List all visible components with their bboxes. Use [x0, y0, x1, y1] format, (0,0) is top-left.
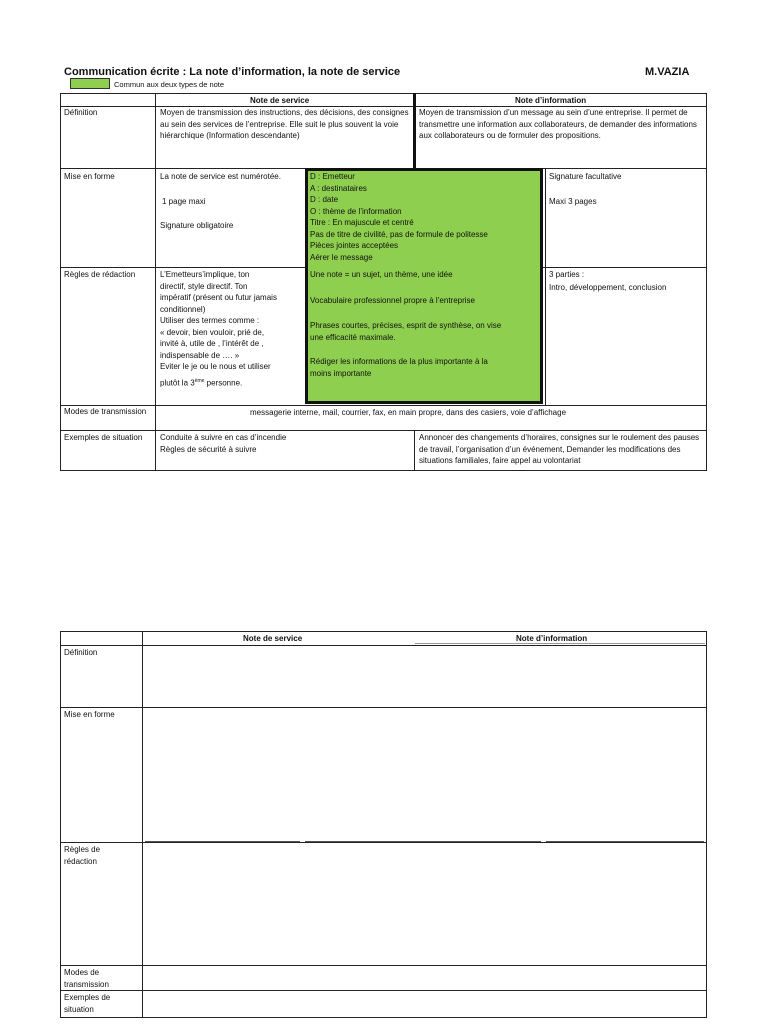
definition-service: Moyen de transmission des instructions, des décisions, des consignes au sein des services de l’entreprise. Elle suit le plus souvent la voie hiérarchique (Information descendante) — [160, 108, 409, 140]
regles-service-line: indispensable de …. » — [160, 350, 240, 360]
common-mise-line: A : destinataires — [310, 183, 367, 193]
blank-row-label-modes: Modes de transmission — [64, 968, 109, 989]
modes-value: messagerie interne, mail, courrier, fax, en main propre, dans des casiers, voie d’affichage — [250, 408, 567, 417]
common-mise-line: Pièces jointes acceptées — [310, 241, 399, 250]
row-label-definition: Définition — [64, 108, 98, 117]
legend-label: Commun aux deux types de note — [114, 80, 225, 89]
page-title: Communication écrite : La note d’information, la note de service — [64, 66, 401, 78]
row-label-regles: Règles de rédaction — [64, 270, 136, 279]
blank-row-label-regles: Règles de rédaction — [64, 845, 101, 866]
common-regles-phrases: Phrases courtes, précises, esprit de synthèse, on vise — [310, 321, 502, 330]
common-mise-line: O : thème de l’information — [310, 206, 402, 216]
mise-service-pages: 1 page maxi — [162, 197, 206, 206]
common-regles-subject: Une note = un sujet, un thème, une idée — [310, 270, 453, 279]
regles-service-line: Utiliser des termes comme : — [160, 316, 260, 325]
exemples-information: Annoncer des changements d’horaires, consignes sur le roulement des pauses de travail, l’organisation d’un événement, Demander les modifications des situations familiales, faire appel au volontariat — [419, 433, 700, 465]
regles-service-line: impératif (présent ou futur jamais — [160, 293, 277, 302]
blank-column-header-service: Note de service — [243, 634, 303, 643]
common-regles-order: moins importante — [310, 368, 372, 378]
regles-service-line: conditionnel) — [160, 304, 206, 314]
legend-swatch — [70, 78, 110, 89]
row-label-modes: Modes de transmission — [64, 407, 147, 416]
common-mise-line: D : Emetteur — [310, 172, 355, 181]
blank-column-header-information: Note d’information — [516, 634, 588, 643]
regles-service-last-line: plutôt la 3ème personne. — [160, 378, 243, 388]
exemples-service-2: Règles de sécurité à suivre — [160, 445, 257, 454]
common-regles-phrases: une efficacité maximale. — [310, 332, 396, 342]
common-mise-line: Pas de titre de civilité, pas de formule de politesse — [310, 229, 488, 239]
mise-service-signature: Signature obligatoire — [160, 221, 234, 230]
blank-row-label-exemples: Exemples de situation — [64, 993, 111, 1014]
mise-information-signature: Signature facultative — [549, 172, 622, 181]
common-mise-line: D : date — [310, 195, 339, 204]
common-regles-order: Rédiger les informations de la plus importante à la — [310, 357, 488, 366]
regles-service-line: Eviter le je ou le nous et utiliser — [160, 362, 271, 371]
regles-service-line: L’Emetteurs’implique, ton — [160, 270, 250, 279]
definition-information: Moyen de transmission d’un message au sein d’une entreprise. Il permet de transmettre une information aux collaborateurs, de demander des informations aux collaborateurs ou de formuler des propositions. — [419, 108, 697, 140]
blank-row-label-mise-en-forme: Mise en forme — [64, 710, 115, 719]
blank-table-border — [60, 631, 707, 1018]
mise-information-pages: Maxi 3 pages — [549, 197, 597, 206]
row-label-mise-en-forme: Mise en forme — [64, 172, 115, 181]
regles-service-line: « devoir, bien vouloir, prié de, — [160, 327, 265, 337]
common-mise-line: Titre : En majuscule et centré — [310, 218, 414, 227]
column-header-information: Note d’information — [515, 96, 587, 105]
regles-information-structure: Intro, développement, conclusion — [549, 283, 667, 292]
regles-service-line: directif, style directif. Ton — [160, 281, 248, 291]
regles-service-line: invité à, utile de , l’intérêt de , — [160, 339, 264, 348]
column-header-service: Note de service — [250, 96, 310, 105]
mise-service-numbered: La note de service est numérotée. — [160, 172, 281, 181]
exemples-service-1: Conduite à suivre en cas d’incendie — [160, 433, 287, 442]
common-mise-line: Aérer le message — [310, 252, 373, 262]
row-label-exemples: Exemples de situation — [64, 433, 143, 442]
author-name: M.VAZIA — [645, 66, 690, 78]
regles-information-parts: 3 parties : — [549, 270, 585, 279]
common-regles-vocabulary: Vocabulaire professionnel propre à l’entreprise — [310, 296, 475, 305]
blank-row-label-definition: Définition — [64, 648, 98, 657]
